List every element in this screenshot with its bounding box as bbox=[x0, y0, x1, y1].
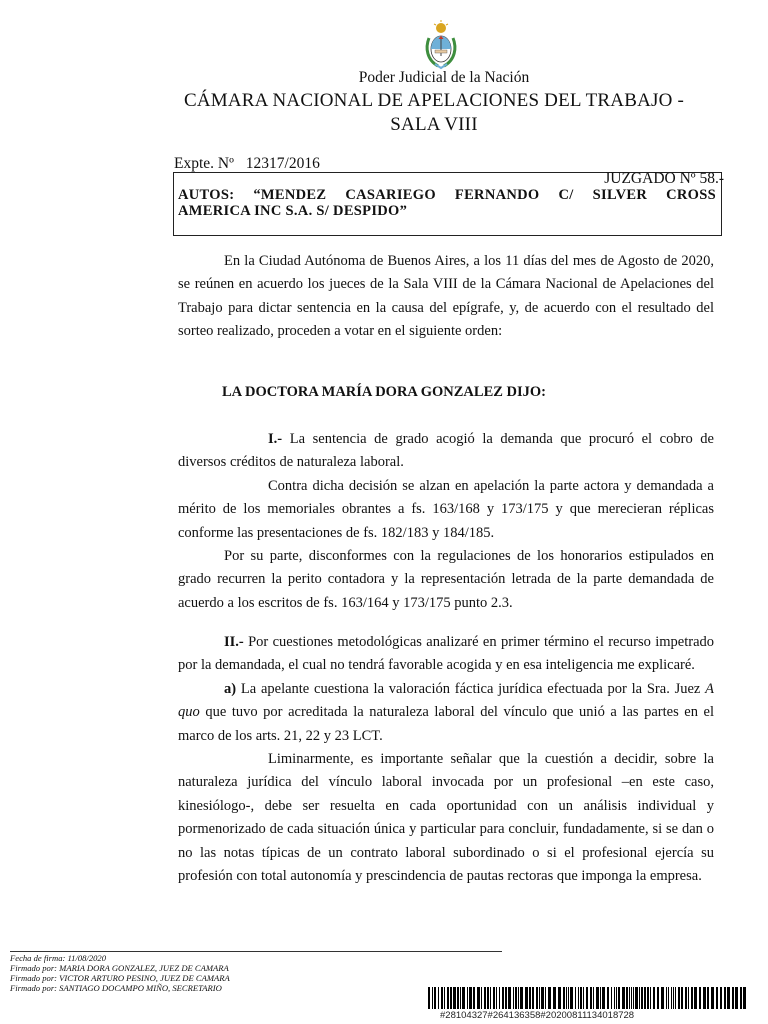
section-1-para-2: Contra dicha decisión se alzan en apelación la parte actora y demandada a mérito de los memoriales obrantes a fs. 163/168 y 173/175 y que merecieran réplicas conforme las presentaciones de fs. 182/183 y 184/185. bbox=[178, 477, 714, 541]
section-2-a-label: a) bbox=[224, 680, 237, 697]
section-2 bbox=[178, 631, 714, 888]
signature-1: Firmado por: MARIA DORA GONZALEZ, JUEZ DE CAMARA bbox=[10, 963, 229, 973]
institution-name: Poder Judicial de la Nación bbox=[358, 69, 530, 86]
case-caption-line2: AMERICA INC S.A. S/ DESPIDO” bbox=[178, 203, 408, 219]
section-2-a-text2: que tuvo por acreditada la naturaleza laboral del vínculo que unió a las partes en el marco de los arts. 21, 22 y 23 LCT. bbox=[178, 704, 714, 744]
barcode-icon bbox=[428, 987, 750, 1009]
intro-text: En la Ciudad Autónoma de Buenos Aires, a los 11 días del mes de Agosto de 2020, se reúnen en acuerdo los jueces de la Sala VIII de la Cámara Nacional de Apelaciones del Trabajo para dictar sentencia en la causa del epígrafe, y, de acuerdo con el resultado del sorteo realizado, proceden a votar en el siguiente orden: bbox=[178, 253, 714, 340]
juzgado-label: JUZGADO Nº 58.- bbox=[604, 170, 724, 187]
section-2-para-1 bbox=[178, 631, 714, 678]
footer-divider bbox=[10, 951, 502, 952]
expte-line bbox=[174, 155, 320, 173]
section-2-para-1-text: Por cuestiones metodológicas analizaré en primer término el recurso impetrado por la demandada, el cual no tendrá favorable acogida y en esa inteligencia me explicaré. bbox=[178, 634, 715, 674]
signature-date: Fecha de firma: 11/08/2020 bbox=[10, 953, 107, 963]
signature-2: Firmado por: VICTOR ARTURO PESINO, JUEZ DE CAMARA bbox=[10, 973, 230, 983]
section-2-a-text1: La apelante cuestiona la valoración fáctica jurídica efectuada por la Sra. Juez bbox=[240, 680, 701, 697]
court-name-line2: SALA VIII bbox=[390, 114, 478, 135]
section-2-para-3: Liminarmente, es importante señalar que la cuestión a decidir, sobre la naturaleza jurídica del vínculo laboral invocada por un profesional –en este caso, kinesiólogo-, debe ser resuelta en cada oportunidad con un análisis individual y pormenorizado de cada situación única y particular para concluir, fundadamente, si se dan o no las notas típicas de un contrato laboral subordinado o si el profesional ejercía su profesión con total autonomía y prescindencia de pautas rectoras que imponga la empresa. bbox=[178, 751, 714, 885]
vote-heading: LA DOCTORA MARÍA DORA GONZALEZ DIJO: bbox=[222, 384, 547, 400]
intro-paragraph bbox=[178, 250, 714, 344]
section-1-para-1 bbox=[178, 428, 714, 475]
expte-label: Expte. Nº bbox=[174, 155, 234, 172]
section-1-label: I.- bbox=[268, 431, 283, 447]
case-caption-line1: AUTOS: “MENDEZ CASARIEGO FERNANDO C/ SILVER CROSS bbox=[178, 187, 716, 203]
section-2-label: II.- bbox=[224, 634, 244, 650]
barcode-number: #28104327#264136358#20200811134018728 bbox=[440, 1010, 635, 1021]
court-name-line1: CÁMARA NACIONAL DE APELACIONES DEL TRABAJO - bbox=[184, 90, 684, 111]
section-1 bbox=[178, 428, 714, 615]
section-2-para-a bbox=[178, 678, 714, 748]
court-name bbox=[150, 89, 718, 137]
section-1-para-3: Por su parte, disconformes con la regulaciones de los honorarios estipulados en grado recurren la perito contadora y la representación letrada de la parte demandada de acuerdo a los escritos de fs. 163/164 y 173/175 punto 2.3. bbox=[178, 548, 714, 611]
section-1-para-1-text: La sentencia de grado acogió la demanda que procuró el cobro de diversos créditos de naturaleza laboral. bbox=[178, 431, 714, 471]
signature-3: Firmado por: SANTIAGO DOCAMPO MIÑO, SECRETARIO bbox=[10, 983, 222, 993]
a-quo-term: A quo bbox=[178, 680, 714, 721]
argentina-coat-of-arms-icon bbox=[424, 20, 458, 70]
footer-signatures bbox=[10, 953, 230, 993]
expte-number: 12317/2016 bbox=[245, 155, 320, 172]
